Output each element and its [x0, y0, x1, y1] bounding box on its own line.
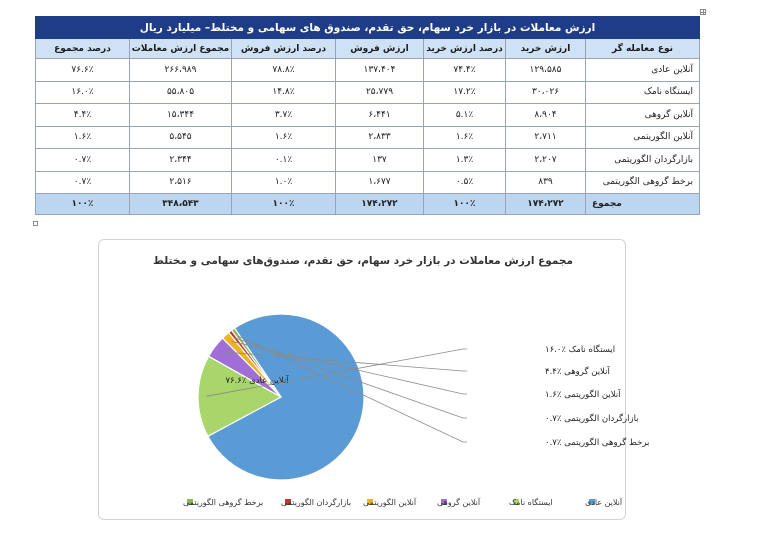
- trade-value-table-container: [36, 16, 700, 215]
- chart-title: مجموع ارزش معاملات در بازار خرد سهام، حق تقدم، صندوق‌های سهامی و مختلط: [153, 255, 573, 267]
- cell-sell-value: ۱۳۷،۴۰۴: [336, 59, 424, 82]
- cell-sell-value: ۲۵،۷۷۹: [336, 81, 424, 104]
- cell-sell-percent: ۱۰۰٪: [232, 194, 336, 215]
- legend-label[interactable]: ایستگاه نامک: [509, 498, 553, 507]
- cell-buy-percent: ۷۴.۴٪: [424, 59, 506, 82]
- cell-buy-value: ۲،۲۰۷: [506, 149, 586, 172]
- cell-total-value: ۳۴۸،۵۴۳: [130, 194, 232, 215]
- cell-total-value: ۵،۵۴۵: [130, 126, 232, 149]
- cell-total-percent: ۰.۷٪: [35, 149, 129, 172]
- header-sell-percent: درصد ارزش فروش: [232, 39, 336, 59]
- cell-buy-value: ۱۲۹،۵۸۵: [506, 59, 586, 82]
- data-label: ایستگاه نامک ٪۱۶.۰: [545, 345, 616, 355]
- header-total-value: مجموع ارزش معاملات: [130, 39, 232, 59]
- table-row: [35, 149, 699, 172]
- cell-sell-value: ۲،۸۳۳: [336, 126, 424, 149]
- cell-buy-value: ۱۷۴،۲۷۲: [506, 194, 586, 215]
- data-label: آنلاین گروهی ٪۴.۴: [545, 367, 610, 377]
- legend-label[interactable]: آنلاین عادی: [585, 498, 623, 507]
- data-label: آنلاین الگوریتمی ٪۱.۶: [545, 390, 621, 400]
- cell-sell-value: ۱،۶۷۷: [336, 171, 424, 194]
- cell-sell-percent: ۱۴.۸٪: [232, 81, 336, 104]
- cell-buy-percent: ۱۷.۲٪: [424, 81, 506, 104]
- table-move-handle-icon[interactable]: [700, 9, 706, 15]
- cell-sell-value: ۱۷۴،۲۷۲: [336, 194, 424, 215]
- table-row: [35, 59, 699, 82]
- header-total-percent: درصد مجموع: [35, 39, 129, 59]
- table-row: [35, 171, 699, 194]
- cell-sell-percent: ۰.۱٪: [232, 149, 336, 172]
- legend-label[interactable]: آنلاین گروهی: [437, 498, 481, 507]
- cell-buy-value: ۸۳۹: [506, 171, 586, 194]
- cell-sell-value: ۶،۴۴۱: [336, 104, 424, 127]
- cell-sell-percent: ۱.۰٪: [232, 171, 336, 194]
- table-row: [35, 81, 699, 104]
- cell-buy-value: ۲،۷۱۱: [506, 126, 586, 149]
- cell-buy-percent: ۱.۳٪: [424, 149, 506, 172]
- cell-buy-percent: ۱۰۰٪: [424, 194, 506, 215]
- cell-trader-type: آنلاین الگوریتمی: [586, 126, 700, 149]
- table-row: [35, 126, 699, 149]
- cell-sell-percent: ۱.۶٪: [232, 126, 336, 149]
- header-trader-type: نوع معامله گر: [586, 39, 700, 59]
- cell-buy-value: ۳۰،۰۲۶: [506, 81, 586, 104]
- cell-total-value: ۵۵،۸۰۵: [130, 81, 232, 104]
- cell-total-value: ۲،۳۴۴: [130, 149, 232, 172]
- cell-trader-type: مجموع: [586, 194, 700, 215]
- cell-total-percent: ۷۶.۶٪: [35, 59, 129, 82]
- pie-chart: [99, 240, 650, 521]
- legend-label[interactable]: برخط گروهی الگوریتمی: [183, 498, 264, 507]
- data-label: بازارگردان الگوریتمی ٪۰.۷: [545, 414, 639, 424]
- table-title: ارزش معاملات در بازار خرد سهام، حق تقدم، صندوق های سهامی و مختلط– میلیارد ریال: [35, 17, 699, 39]
- cell-total-percent: ۴.۴٪: [35, 104, 129, 127]
- cell-trader-type: آنلاین گروهی: [586, 104, 700, 127]
- cell-total-percent: ۱۰۰٪: [35, 194, 129, 215]
- cell-total-percent: ۱.۶٪: [35, 126, 129, 149]
- cell-trader-type: بازارگردان الگوریتمی: [586, 149, 700, 172]
- cell-sell-percent: ۷۸.۸٪: [232, 59, 336, 82]
- table-body: [35, 59, 699, 215]
- cell-sell-percent: ۳.۷٪: [232, 104, 336, 127]
- cell-buy-percent: ۰.۵٪: [424, 171, 506, 194]
- pie-chart-panel: [98, 239, 650, 520]
- header-buy-percent: درصد ارزش خرید: [424, 39, 506, 59]
- cell-trader-type: ایستگاه نامک: [586, 81, 700, 104]
- cell-trader-type: آنلاین عادی: [586, 59, 700, 82]
- cell-buy-percent: ۱.۶٪: [424, 126, 506, 149]
- cell-total-value: ۱۵،۳۴۴: [130, 104, 232, 127]
- cell-total-percent: ۱۶.۰٪: [35, 81, 129, 104]
- cell-total-percent: ۰.۷٪: [35, 171, 129, 194]
- header-sell-value: ارزش فروش: [336, 39, 424, 59]
- table-title-row: [35, 17, 699, 39]
- table-row: [35, 104, 699, 127]
- cell-trader-type: برخط گروهی الگوریتمی: [586, 171, 700, 194]
- cell-buy-percent: ۵.۱٪: [424, 104, 506, 127]
- table-total-row: [35, 194, 699, 215]
- legend-label[interactable]: بازارگردان الگوریتمی: [281, 498, 352, 507]
- table-header-row: [35, 39, 699, 59]
- data-label: برخط گروهی الگوریتمی ٪۰.۷: [545, 438, 650, 448]
- cell-sell-value: ۱۳۷: [336, 149, 424, 172]
- cell-total-value: ۲۶۶،۹۸۹: [130, 59, 232, 82]
- cell-buy-value: ۸،۹۰۴: [506, 104, 586, 127]
- data-label: آنلاین عادی ٪۷۶.۶: [225, 376, 289, 386]
- trade-value-table: [35, 16, 700, 215]
- header-buy-value: ارزش خرید: [506, 39, 586, 59]
- legend-label[interactable]: آنلاین الگوریتمی: [363, 498, 417, 507]
- cell-total-value: ۲،۵۱۶: [130, 171, 232, 194]
- table-resize-handle-icon[interactable]: [33, 221, 38, 226]
